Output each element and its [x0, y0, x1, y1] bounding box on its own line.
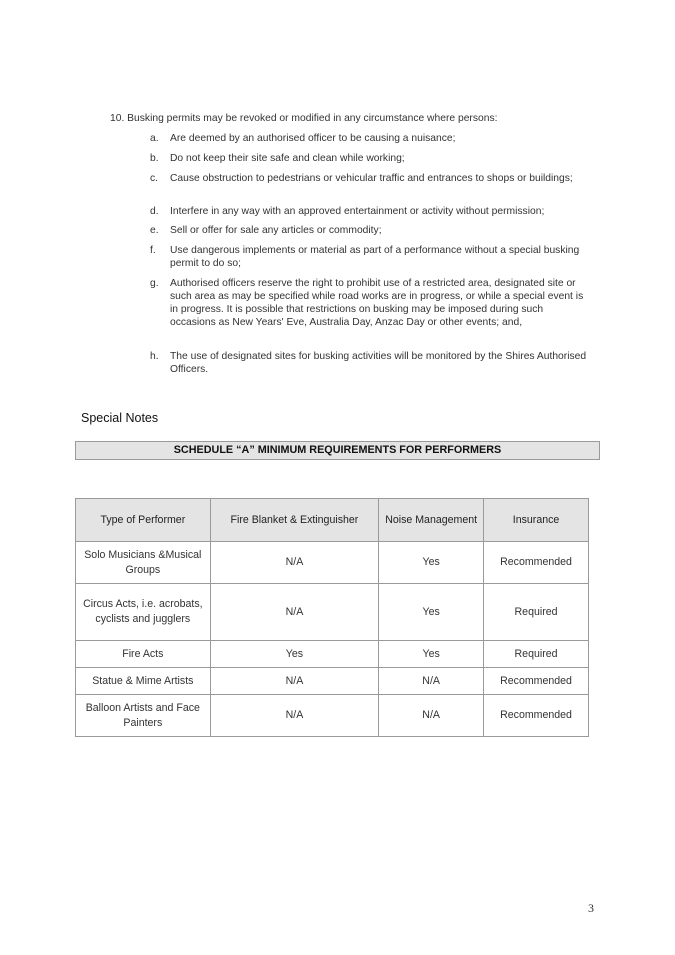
cell-performer: Statue & Mime Artists: [76, 668, 211, 695]
table-row: [76, 695, 589, 737]
subitem-text: Interfere in any way with an approved entertainment or activity without permission;: [170, 206, 545, 217]
cell-noise: N/A: [379, 695, 484, 737]
table-row: [76, 668, 589, 695]
list-subitem-e: [150, 224, 590, 237]
table-row: [76, 641, 589, 668]
cell-noise: Yes: [379, 542, 484, 584]
subitem-text: Sell or offer for sale any articles or commodity;: [170, 225, 382, 236]
page-number: 3: [588, 901, 594, 915]
list-subitem-g: [150, 277, 590, 329]
header-type-of-performer: Type of Performer: [76, 499, 211, 542]
subitem-letter: g.: [150, 278, 159, 289]
header-fire-blanket: Fire Blanket & Extinguisher: [210, 499, 379, 542]
cell-noise: Yes: [379, 584, 484, 641]
subitem-text: The use of designated sites for busking activities will be monitored by the Shires Authorised Officers.: [170, 351, 587, 375]
cell-insurance: Required: [484, 641, 589, 668]
subitem-letter: f.: [150, 245, 156, 256]
subitem-letter: e.: [150, 225, 159, 236]
cell-performer: Circus Acts, i.e. acrobats, cyclists and jugglers: [76, 584, 211, 641]
list-subitem-c: [150, 172, 590, 185]
list-item-10: 10. Busking permits may be revoked or modified in any circumstance where persons:: [110, 113, 498, 124]
list-subitem-a: [150, 132, 590, 145]
requirements-table: [75, 498, 589, 737]
cell-insurance: Recommended: [484, 695, 589, 737]
subitem-letter: b.: [150, 153, 159, 164]
list-subitem-f: [150, 244, 590, 270]
cell-fire-blanket: N/A: [210, 584, 379, 641]
cell-performer: Balloon Artists and Face Painters: [76, 695, 211, 737]
subitem-text: Do not keep their site safe and clean while working;: [170, 153, 405, 164]
header-insurance: Insurance: [484, 499, 589, 542]
subitem-text: Cause obstruction to pedestrians or vehicular traffic and entrances to shops or buildings;: [170, 173, 573, 184]
subitem-text: Are deemed by an authorised officer to be causing a nuisance;: [170, 133, 456, 144]
subitem-letter: c.: [150, 173, 159, 184]
list-subitem-b: [150, 152, 590, 165]
table-row: [76, 584, 589, 641]
schedule-title-bar: SCHEDULE “A” MINIMUM REQUIREMENTS FOR PERFORMERS: [75, 441, 600, 460]
cell-fire-blanket: Yes: [210, 641, 379, 668]
cell-insurance: Recommended: [484, 668, 589, 695]
subitem-letter: a.: [150, 133, 159, 144]
subitem-letter: d.: [150, 206, 159, 217]
table-header-row: [76, 499, 589, 542]
cell-performer: Fire Acts: [76, 641, 211, 668]
section-heading-special-notes: Special Notes: [81, 411, 159, 425]
subitem-letter: h.: [150, 351, 159, 362]
cell-insurance: Required: [484, 584, 589, 641]
cell-fire-blanket: N/A: [210, 695, 379, 737]
header-noise-management: Noise Management: [379, 499, 484, 542]
cell-insurance: Recommended: [484, 542, 589, 584]
list-subitem-h: [150, 350, 590, 376]
table-row: [76, 542, 589, 584]
cell-fire-blanket: N/A: [210, 542, 379, 584]
subitem-text: Use dangerous implements or material as part of a performance without a special busking permit to do so;: [170, 245, 580, 269]
subitem-text: Authorised officers reserve the right to prohibit use of a restricted area, designated site or such area as may be specified while road works are in progress, or while a special event is in progress. It is possible that restrictions on busking may be imposed during such occasions as New Years' Eve, Australia Day, Anzac Day or other events; and,: [170, 278, 584, 328]
cell-fire-blanket: N/A: [210, 668, 379, 695]
cell-performer: Solo Musicians &Musical Groups: [76, 542, 211, 584]
cell-noise: Yes: [379, 641, 484, 668]
list-subitem-d: [150, 205, 590, 218]
cell-noise: N/A: [379, 668, 484, 695]
